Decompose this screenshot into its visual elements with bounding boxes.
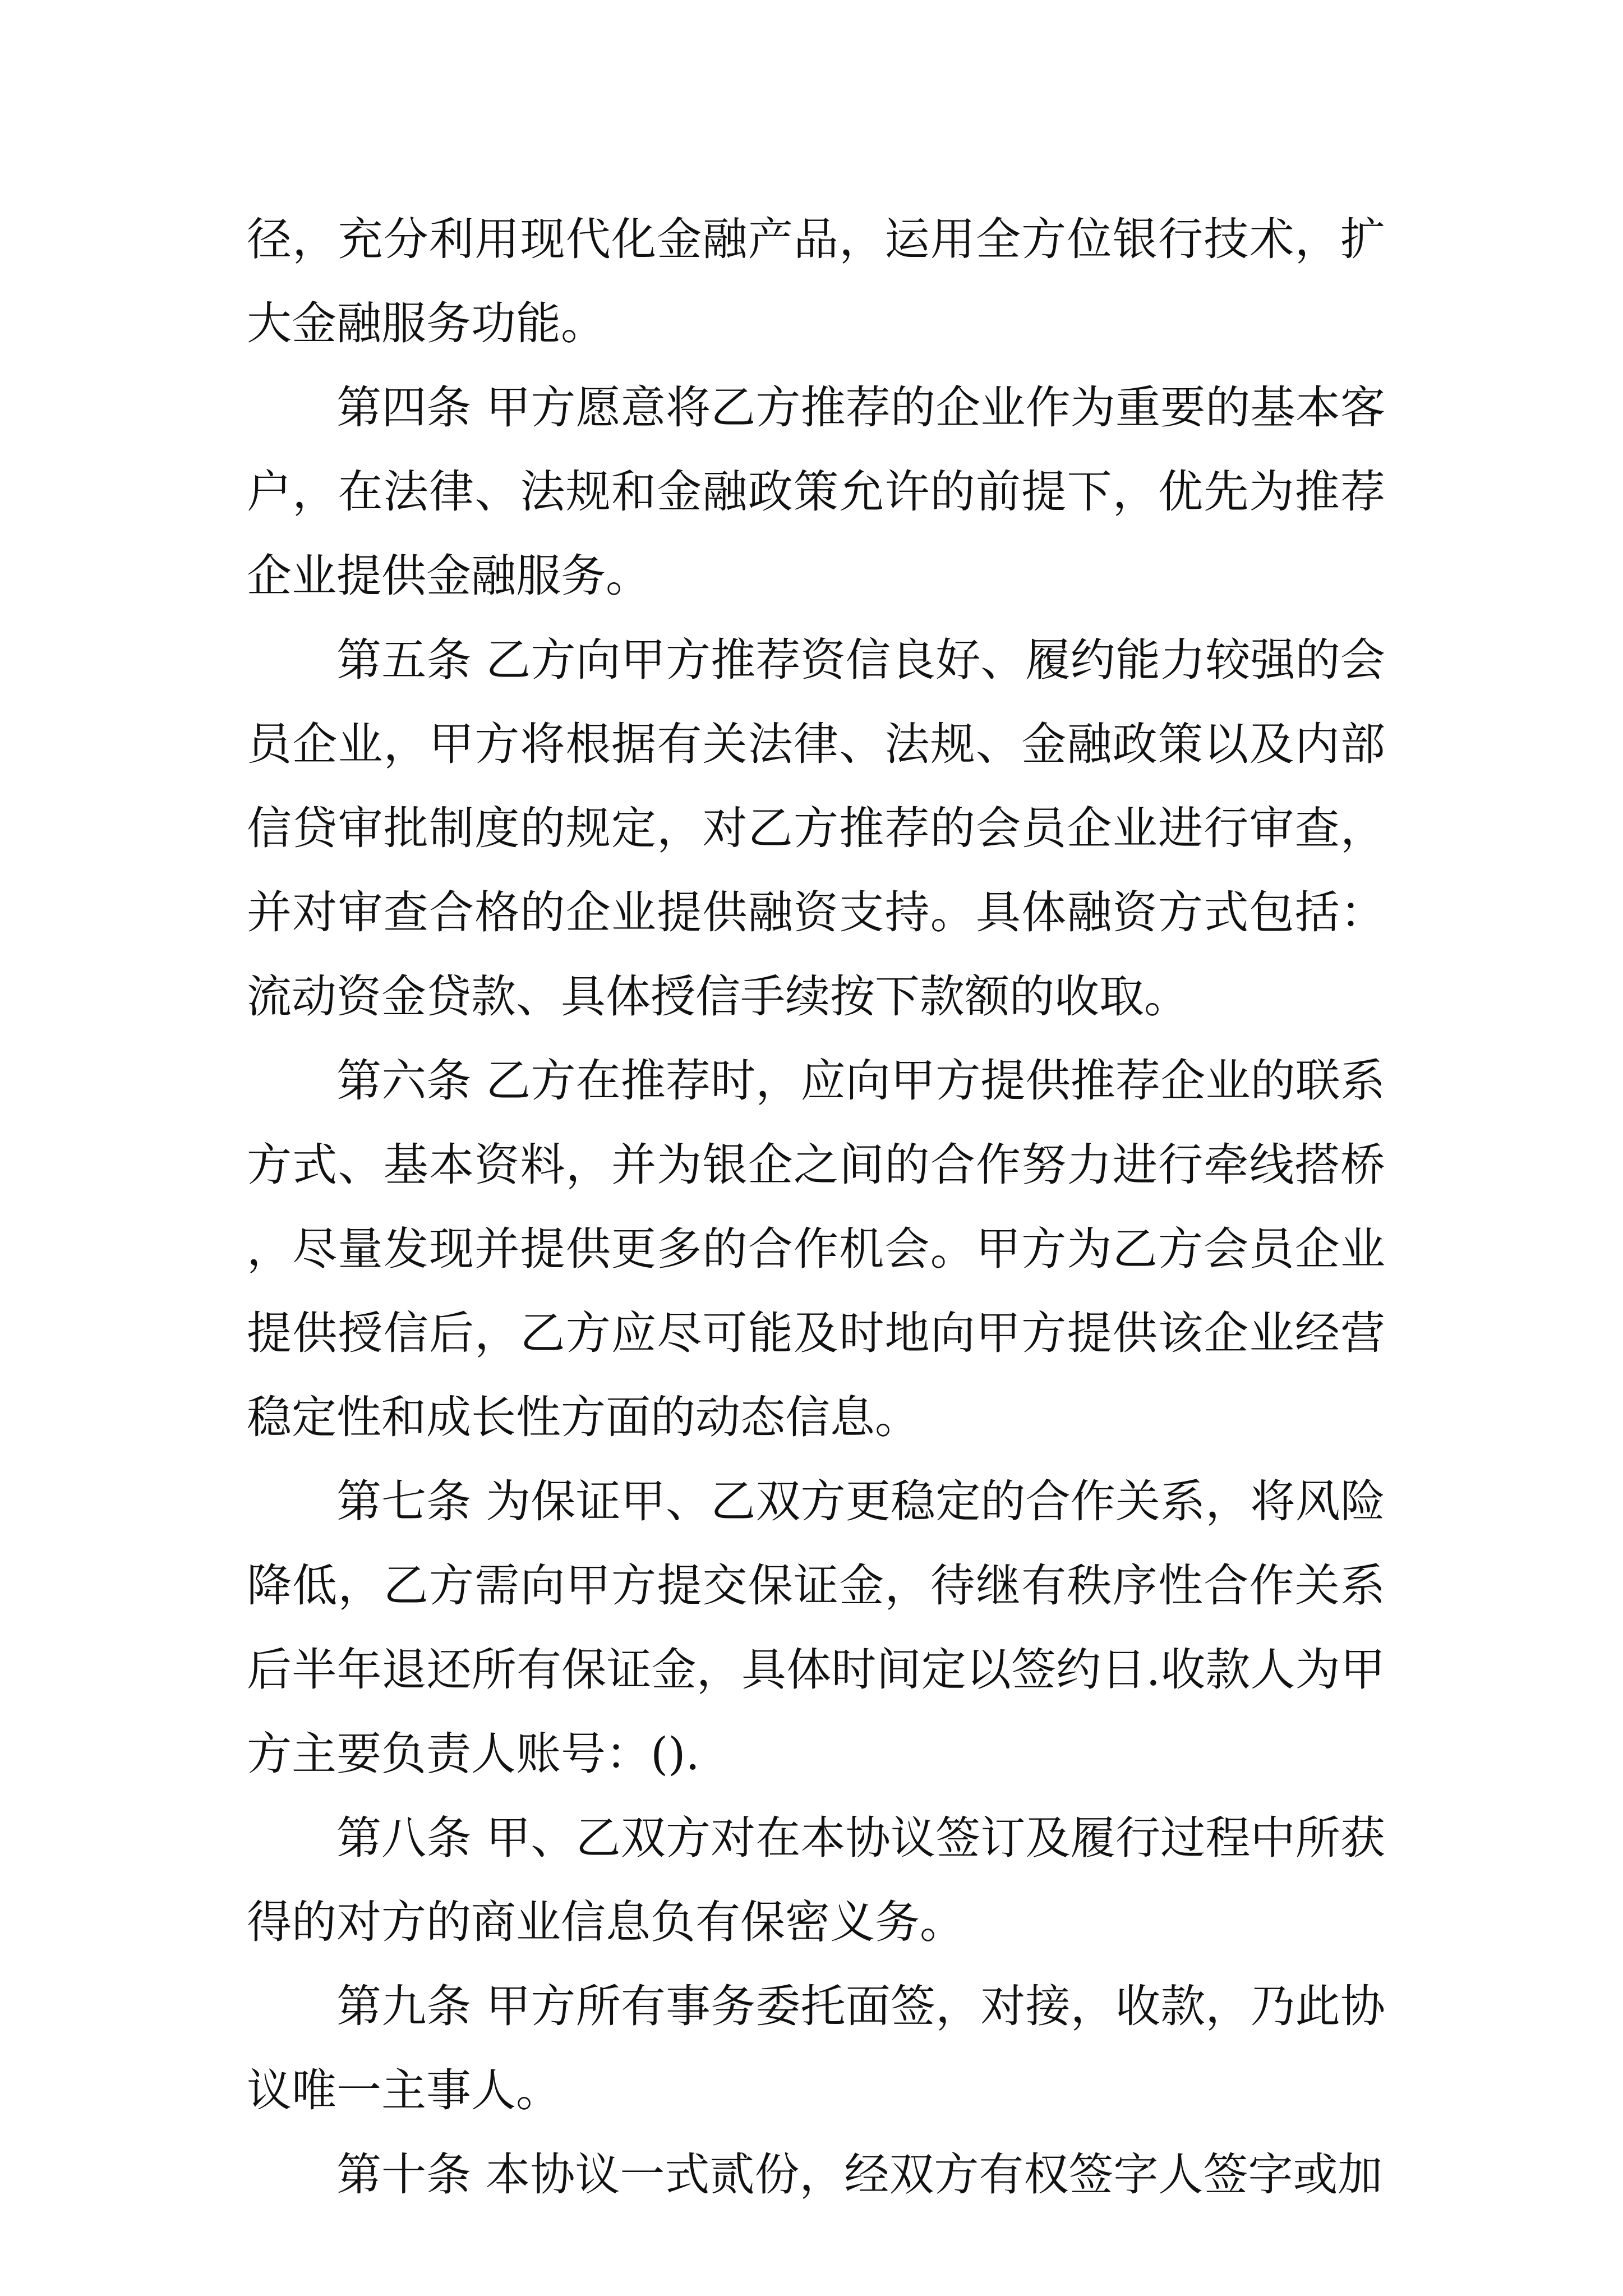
paragraph-text: 第八条 甲、乙双方对在本协议签订及履行过程中所获得的对方的商业信息负有保密义务。	[247, 1812, 1385, 1948]
paragraph-text: 第五条 乙方向甲方推荐资信良好、履约能力较强的会员企业，甲方将根据有关法律、法规、金融政策以及内部信贷审批制度的规定，对乙方推荐的会员企业进行审查，并对审查合格的企业提供融资支持。具体融资方式包括：流动资金贷款、具体授信手续按下款额的收取。	[247, 634, 1385, 1023]
article-4	[247, 366, 1385, 618]
article-5	[247, 618, 1385, 1039]
paragraph-text: 第四条 甲方愿意将乙方推荐的企业作为重要的基本客户，在法律、法规和金融政策允许的前提下，优先为推荐企业提供金融服务。	[247, 381, 1385, 602]
article-6	[247, 1039, 1385, 1460]
article-8	[247, 1796, 1385, 1964]
paragraph-text: 第十条 本协议一式贰份，经双方有权签字人签字或加	[336, 2148, 1383, 2201]
paragraph-text: 第七条 为保证甲、乙双方更稳定的合作关系，将风险降低，乙方需向甲方提交保证金，待继有秩序性合作关系后半年退还所有保证金，具体时间定以签约日.收款人为甲方主要负责人账号：().	[247, 1475, 1385, 1780]
article-9	[247, 1964, 1385, 2133]
paragraph-text: 第六条 乙方在推荐时，应向甲方提供推荐企业的联系方式、基本资料，并为银企之间的合作努力进行牵线搭桥，尽量发现并提供更多的合作机会。甲方为乙方会员企业提供授信后，乙方应尽可能及时地向甲方提供该企业经营稳定性和成长性方面的动态信息。	[247, 1055, 1385, 1443]
paragraph-continuation	[247, 197, 1385, 366]
document-body	[247, 197, 1385, 2217]
paragraph-text: 第九条 甲方所有事务委托面签，对接，收款，乃此协议唯一主事人。	[247, 1980, 1385, 2116]
article-10	[247, 2133, 1385, 2217]
paragraph-text: 径，充分利用现代化金融产品，运用全方位银行技术，扩大金融服务功能。	[247, 213, 1385, 349]
article-7	[247, 1460, 1385, 1796]
